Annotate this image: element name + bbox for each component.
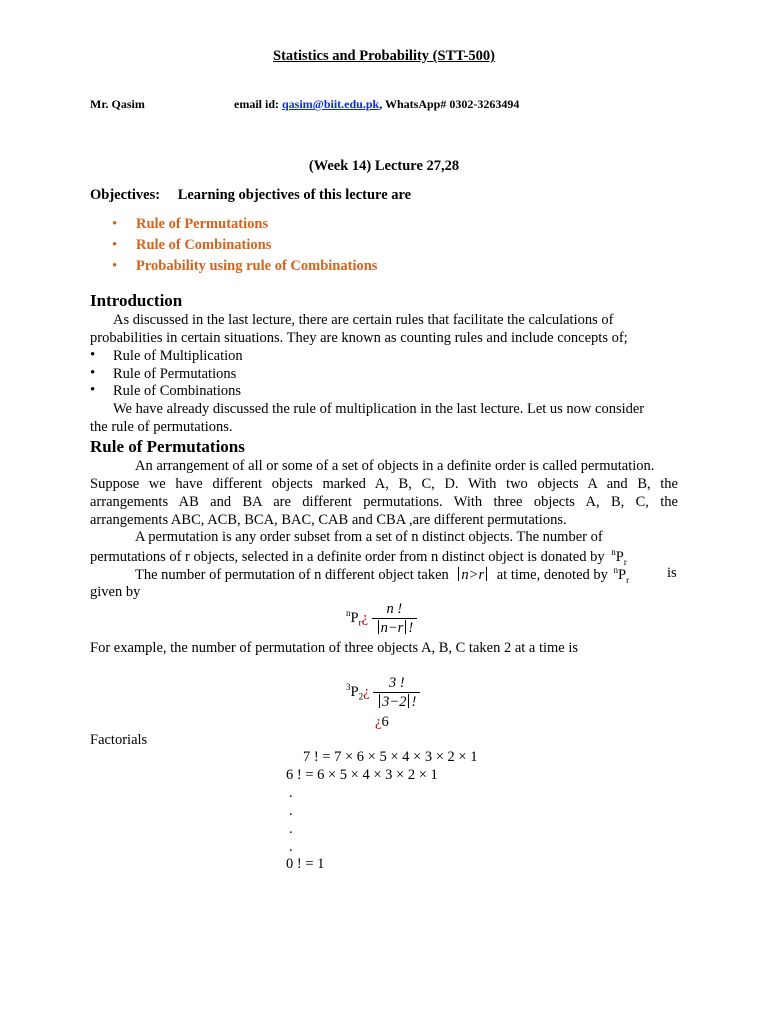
factorial-6: 6 ! = 6 × 5 × 4 × 3 × 2 × 1: [286, 767, 438, 783]
paren-left: [378, 620, 379, 634]
ellipsis-dot: .: [289, 803, 293, 819]
formula-n: n: [346, 608, 351, 618]
intro-paragraph-line: probabilities in certain situations. They are known as counting rules and include concepts of;: [90, 330, 628, 346]
perm-paragraph-line: [90, 547, 627, 567]
factorials-label: Factorials: [90, 732, 148, 748]
paren-right: [405, 620, 406, 634]
contact-line: [234, 97, 519, 112]
example-fraction: [373, 674, 420, 711]
npr-n: n: [611, 547, 616, 557]
example-den-fact: !: [411, 694, 417, 710]
whatsapp-info: , WhatsApp# 0302-3263494: [379, 97, 520, 111]
example-n: 3: [346, 682, 351, 692]
bullet-icon: •: [112, 258, 118, 274]
perm-paragraph-text: The number of permutation of n different object taken: [135, 566, 449, 583]
intro-bullet-item: Rule of Permutations: [113, 366, 237, 382]
objective-item: Probability using rule of Combinations: [136, 258, 378, 274]
introduction-heading: Introduction: [90, 291, 183, 310]
ellipsis-dot: .: [289, 785, 293, 801]
bullet-icon: •: [90, 365, 96, 381]
perm-paragraph-text: at time, denoted by: [496, 566, 608, 583]
document-title: Statistics and Probability (STT-500): [273, 48, 495, 64]
lecture-title: (Week 14) Lecture 27,28: [308, 158, 460, 174]
npr-p: P: [618, 566, 627, 583]
intro-bullet-item: Rule of Multiplication: [113, 348, 243, 364]
npr-r: r: [623, 556, 627, 567]
expr-gt: >: [468, 566, 479, 583]
example-formula: [346, 674, 420, 711]
intro-paragraph-line: the rule of permutations.: [90, 419, 233, 435]
ellipsis-dot: .: [289, 839, 293, 855]
perm-paragraph-line: A permutation is any order subset from a set of n distinct objects. The number of: [135, 529, 603, 545]
npr-r: r: [626, 574, 630, 585]
perm-paragraph-line: arrangements ABC, ACB, BCA, BAC, CAB and CBA ,are different permutations.: [90, 512, 567, 528]
paren-left: [458, 567, 459, 581]
perm-paragraph-line: Suppose we have different objects marked A, B, C, D. With two objects A and B, the: [90, 476, 678, 492]
npr-n: n: [613, 565, 619, 575]
formula-fraction: [372, 600, 418, 637]
formula-numerator: n !: [372, 600, 418, 619]
perm-paragraph-text: permutations of r objects, selected in a definite order from n distinct object is donated by: [90, 548, 605, 565]
result-value: 6: [381, 714, 389, 730]
example-equals-glyph: ¿: [363, 683, 370, 700]
objective-item: Rule of Permutations: [136, 216, 269, 232]
example-numerator: 3 !: [373, 674, 420, 693]
formula-p: P: [350, 609, 359, 626]
permutations-heading: Rule of Permutations: [90, 437, 245, 456]
perm-paragraph-line: An arrangement of all or some of a set of objects in a definite order is called permutation.: [135, 458, 655, 474]
paren-left: [379, 694, 380, 708]
example-line: For example, the number of permutation of three objects A, B, C taken 2 at a time is: [90, 640, 579, 656]
example-r: 2: [358, 691, 364, 702]
intro-paragraph-line: We have already discussed the rule of multiplication in the last lecture. Let us now consider: [113, 401, 645, 417]
factorial-7: 7 ! = 7 × 6 × 5 × 4 × 3 × 2 × 1: [303, 749, 478, 765]
example-denominator: [373, 693, 420, 711]
objectives-intro: Learning objectives of this lecture are: [177, 187, 412, 203]
objectives-label: Objectives:: [90, 187, 161, 203]
intro-paragraph-line: As discussed in the last lecture, there are certain rules that facilitate the calculations of: [113, 312, 614, 328]
formula-den-expr: n−r: [380, 620, 404, 636]
perm-paragraph-line: given by: [90, 584, 141, 600]
example-result: [375, 714, 389, 731]
perm-paragraph-line: arrangements AB and BA are different permutations. With three objects A, B, C, the: [90, 494, 678, 510]
objectives-line: [90, 187, 411, 204]
perm-paragraph-line: [135, 565, 629, 585]
bullet-icon: •: [112, 237, 118, 253]
n-greater-r-expression: [456, 567, 489, 583]
perm-paragraph-text: is: [667, 565, 677, 581]
intro-bullet-item: Rule of Combinations: [113, 383, 242, 399]
email-label: email id:: [234, 97, 282, 111]
factorial-0: 0 ! = 1: [286, 856, 325, 872]
bullet-icon: •: [90, 382, 96, 398]
formula-denominator: [372, 619, 418, 637]
npr-notation: [614, 567, 630, 583]
objective-item: Rule of Combinations: [136, 237, 272, 253]
bullet-icon: •: [90, 347, 96, 363]
ellipsis-dot: .: [289, 821, 293, 837]
paren-right: [486, 567, 487, 581]
formula-r: r: [358, 617, 362, 628]
paren-right: [408, 694, 409, 708]
formula-equals-glyph: ¿: [361, 609, 369, 626]
email-link[interactable]: qasim@biit.edu.pk: [282, 97, 380, 111]
expr-n: n: [461, 566, 469, 583]
npr-p: P: [615, 548, 624, 565]
instructor-name: Mr. Qasim: [90, 97, 145, 111]
formula-den-fact: !: [408, 620, 414, 636]
expr-r: r: [478, 566, 485, 583]
npr-notation: [611, 549, 627, 565]
result-equals-glyph: ¿: [375, 714, 382, 730]
bullet-icon: •: [112, 216, 118, 232]
example-p: P: [350, 683, 359, 700]
example-den-expr: 3−2: [382, 694, 407, 710]
permutation-formula: [346, 600, 417, 637]
